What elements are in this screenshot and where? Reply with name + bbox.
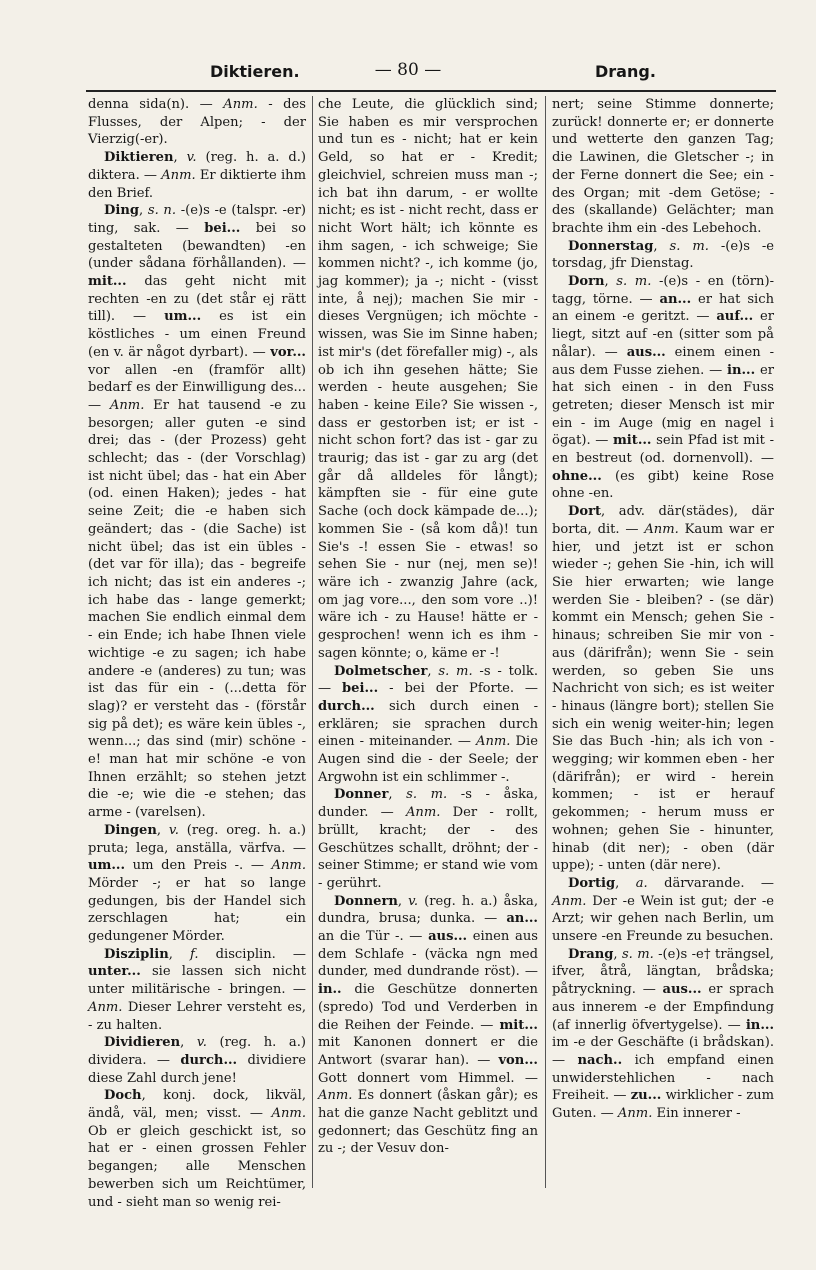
grammar-label: Anm. (617, 1106, 653, 1122)
headword: von... (498, 1052, 538, 1068)
headword: Dorn (568, 274, 605, 290)
headword: Drang (568, 946, 614, 962)
dictionary-entry (552, 875, 774, 946)
entry-text: sein Pfad ist mit -en bestreut (od. dornenvoll). — (552, 433, 774, 467)
headword: auf... (716, 309, 754, 325)
dictionary-entry (88, 202, 306, 822)
entry-text: Er diktierte ihm den Brief. (88, 167, 306, 201)
headword: aus... (662, 982, 702, 998)
entry-text: er hat sich einen - in den Fuss getreten; dieser Mensch ist mir ein - im Auge (mig en nagel i ögat). — (552, 362, 774, 449)
entry-text: , (156, 822, 169, 838)
entry-text: (es gibt) keine Rose ohne -en. (552, 468, 774, 502)
entry-text: sich durch einen - erklären; sie sprachen durch einen - miteinander. — (318, 698, 538, 750)
headword: in... (727, 362, 756, 378)
headword: Donnerstag (568, 238, 654, 254)
grammar-label: v. (168, 822, 179, 838)
entry-text: , (180, 1035, 197, 1051)
entry-text: Gott donnert vom Himmel. — (318, 1070, 538, 1086)
page-number: — 80 — (374, 60, 442, 80)
headword: zu... (630, 1088, 662, 1104)
entry-text: einen aus dem Schlafe - (väcka ngn med dunder, med dundrande röst). — (318, 929, 538, 980)
entry-text: Er hat tausend -e zu besorgen; aller guten -e sind drei; das - (der Prozess) geht schlecht; das - (der Vorschlag) ist nicht übel; das - hat ein Aber (od. einen Haken); jedes - hat seine Zeit; die -e haben sich geändert; das - (die Sache) ist nicht übel; das ist ein übles - (det var för illa); das - begreife ich nicht; das ist ein anderes -; ich habe das - lange gemerkt; machen Sie endlich einmal dem - ein Ende; ich habe Ihnen viele wichtige -e zu sagen; ich habe andere -e (anderes) zu tun; was ist das für ein - (...detta för slag)? er versteht das - (förstår sig på det); es wäre kein übles -, wenn...; das sind (mir) schöne -e! man hat mir schöne -e von Ihnen erzählt; so stehen jetzt die -e; wie die -e stehen; das arme - (varelsen). (88, 397, 306, 821)
dictionary-entry (552, 503, 774, 875)
entry-text: , (613, 946, 622, 962)
headword: Donner (334, 787, 389, 803)
entry-text: er liegt, sitzt auf -en (sitter som på nålar). — (552, 309, 775, 360)
entry-text: , (604, 274, 617, 290)
entry-text: im -e der Geschäfte (i brådskan). — (552, 1035, 774, 1068)
entry-text: , (615, 875, 636, 891)
headword: ohne... (552, 468, 602, 484)
dictionary-entry (88, 1034, 306, 1087)
entry-text: , (397, 893, 409, 909)
grammar-label: Anm. (88, 999, 123, 1015)
headword: Ding (104, 203, 140, 219)
grammar-label: v. (408, 893, 419, 909)
grammar-label: s. m. (669, 238, 709, 254)
entry-text: sie lassen sich nicht unter militärische - bringen. — (88, 964, 306, 998)
entry-text: Die Augen sind die - der Seele; der Argwohn ist ein schlimmer -. (318, 734, 538, 785)
entry-text: Ob er gleich geschickt ist, so hat er - einen grossen Fehler begangen; alle Menschen bewerben sich um Reichtümer, und - sieht man so wenig rei- (88, 1123, 306, 1210)
grammar-label: s. m. (616, 274, 652, 290)
grammar-label: Anm. (271, 1106, 306, 1122)
entry-text: , (388, 787, 407, 803)
headword: nach.. (577, 1052, 623, 1068)
headword: um... (88, 858, 126, 874)
entry-text: mit Kanonen donnert er die Antwort (svarar han). — (318, 1035, 538, 1068)
headword: bei... (204, 220, 241, 236)
entry-text: Ein innerer - (652, 1106, 741, 1122)
headword: in... (745, 1017, 774, 1033)
entry-text: , (653, 238, 670, 254)
entry-text: bei so gestalteten (bewandten) -en (under sådana förhållanden). — (88, 220, 306, 272)
headword: aus... (428, 929, 468, 945)
headword: Diktieren (104, 150, 174, 166)
headword: mit... (612, 433, 652, 449)
column-divider (312, 96, 313, 1188)
entry-text: -(e)s -e (talspr. -er) ting, sak. — (88, 203, 306, 236)
grammar-label: Anm. (405, 805, 441, 821)
dictionary-entry (88, 822, 306, 946)
entry-text: , adv. där(städes), där borta, dit. — (552, 504, 774, 537)
entry-text: dividiere diese Zahl durch jene! (88, 1052, 306, 1086)
header-rule (86, 90, 776, 92)
entry-text: Kaum war er hier, und jetzt ist er schon wieder -; gehen Sie -hin, ich will Sie hier erwarten; wie lange werden Sie - bleiben? - (se där) kommt ein Mensch; gehen Sie - hinaus; schreiben Sie mir von - aus (därifrån); wenn Sie - sein werden, so geben Sie uns Nachricht von sich; es ist weiter - hinaus (längre bort); stellen Sie sich ein wenig weiter-hin; legen Sie das Buch -hin; als ich von -wegging; wir kommen eben - her (därifrån); er wird - herein kommen; - ist er herauf gekommen; - herum muss er wohnen; gehen Sie - hinunter, hinab (dit ner); - oben (där uppe); - unten (där nere). (552, 521, 774, 874)
entry-text: er sprach aus innerem -e der Empfindung (af innerlig öfvertygelse). — (552, 982, 774, 1033)
entry-text: (reg. h. a. d.) diktera. — (88, 150, 306, 183)
headword: um... (164, 309, 202, 325)
entry-text: an die Tür -. — (318, 929, 429, 945)
entry-text: er hat sich an einem -e geritzt. — (552, 291, 774, 325)
column-middle (318, 96, 538, 1196)
headword: Dingen (104, 822, 157, 838)
headword: Doch (104, 1088, 142, 1104)
headword: Disziplin (104, 946, 169, 962)
header-left-guideword: Diktieren. (210, 62, 300, 81)
entry-text: nert; seine Stimme donnerte; zurück! donnerte er; er donnerte und wetterte den ganzen Tag; die Lawinen, die Gletscher -; in der Ferne donnert die See; ein -des Organ; mit -dem Getöse; -des (skallande) Gelächter; man brachte ihm ein -des Lebehoch. (552, 97, 774, 236)
headword: an... (506, 911, 538, 927)
entry-text: Der -e Wein ist gut; der -e Arzt; wir gehen nach Berlin, um unsere -en Freunde zu besuchen. (552, 893, 774, 945)
entry-text: denna sida(n). — (88, 97, 224, 112)
entry-text: wirklicher - zum Guten. — (552, 1088, 774, 1122)
entry-continuation (318, 96, 538, 663)
grammar-label: Anm. (476, 734, 511, 750)
entry-text: (reg. h. a.) dividera. — (88, 1035, 307, 1068)
entry-text: , (139, 203, 148, 219)
entry-text: Dieser Lehrer versteht es, - zu halten. (88, 999, 306, 1033)
entry-text: - des Flusses, der Alpen; - der Vierzig(-er). (88, 97, 306, 148)
column-left (88, 96, 307, 1210)
grammar-label: Anm. (161, 167, 196, 183)
entry-text: disciplin. — (198, 946, 306, 962)
dictionary-entry (318, 893, 538, 1159)
grammar-label: a. (635, 875, 648, 891)
dictionary-entry (318, 786, 538, 892)
header-right-guideword: Drang. (595, 62, 656, 81)
headword: Dort (568, 504, 602, 520)
column-divider (545, 96, 546, 1188)
headword: in.. (318, 982, 342, 998)
grammar-label: s. m. (438, 663, 473, 679)
entry-text: -s - åska, dunder. — (318, 787, 539, 821)
entry-text: (reg. oreg. h. a.) pruta; lega, anställa, värfva. — (88, 822, 306, 856)
dictionary-entry (552, 273, 774, 503)
page-header (0, 58, 816, 88)
headword: vor... (270, 344, 306, 360)
entry-text: -(e)s - en (törn)-tagg, törne. — (552, 274, 775, 307)
column-right (552, 96, 774, 1196)
entry-text: Mörder -; er hat so lange gedungen, bis der Handel sich zerschlagen hat; ein gedungener Mörder. (88, 875, 306, 945)
headword: durch... (318, 698, 375, 714)
grammar-label: Anm. (271, 858, 306, 874)
dictionary-entry (88, 1087, 306, 1211)
entry-text: Es donnert (åskan går); es hat die ganze Nacht geblitzt und gedonnert; das Geschütz fing an zu -; der Vesuv don- (318, 1088, 538, 1157)
entry-text: Der - rollt, brüllt, kracht; der - des Geschützes schallt, dröhnt; der - seiner Stimme; er stand wie vom - gerührt. (318, 805, 538, 891)
entry-continuation (88, 96, 306, 149)
headword: Dolmetscher (334, 663, 428, 679)
entry-text: , (168, 946, 190, 962)
dictionary-entry (88, 149, 306, 202)
entry-text: es ist ein köstliches - um einen Freund (en v. är något dyrbart). — (88, 309, 307, 360)
grammar-label: Anm. (109, 397, 145, 413)
entry-text: ich empfand einen unwiderstehlichen - nach Freiheit. — (552, 1052, 774, 1104)
entry-text: , konj. dock, likväl, ändå, väl, men; visst. — (88, 1088, 306, 1122)
entry-text: därvarande. — (647, 875, 774, 891)
entry-text: das geht nicht mit rechten -en zu (det står ej rätt till). — (88, 274, 306, 325)
dictionary-entry (318, 663, 538, 787)
dictionary-entry (552, 946, 774, 1123)
headword: Dividieren (104, 1035, 181, 1051)
entry-text: die Geschütze donnerten (spredo) Tod und Verderben in die Reihen der Feinde. — (318, 982, 538, 1033)
headword: Dortig (568, 875, 616, 891)
entry-text: che Leute, die glücklich sind; Sie haben es mir versprochen und tun es - nicht; hat er kein Geld, so hat er - Kredit; gleichviel, schreien muss man -; ich bat ihn darum, - er wollte nicht; es ist - nicht recht, dass er nicht Wort hält; ich könnte es ihm sagen, - ich schweige; Sie kommen nicht? -, ich komme (jo, jag kommer); ja -; nicht - (visst inte, å nej); machen Sie mir - dieses Vergnügen; ich möchte - wissen, was Sie im Sinne haben; ist mir's (det förefaller mig) -, als ob ich ihn gesehen hätte; Sie werden - heute ausgehen; Sie haben - keine Eile? Sie wissen -, dass er gestorben ist; er ist - nicht schon fort? das ist - gar zu traurig; das ist - gar zu arg (det går då alldeles för långt); kämpften sie - für eine gute Sache (och dock kämpade de...); kommen Sie - (så kom då)! tun Sie's -! essen Sie - etwas! so sehen Sie - nur (nej, men se)! wäre ich - zwanzig Jahre (ack, om jag vore..., den som vore ..)! wäre ich - zu Hause! hätte er - gesprochen! wenn ich es ihm - sagen könnte; o, käme er -! (318, 97, 538, 661)
grammar-label: Anm. (223, 97, 258, 112)
entry-text: vor allen -en (framför allt) bedarf es der Einwilligung des... — (88, 362, 306, 413)
headword: unter... (88, 964, 141, 980)
entry-text: -(e)s -e torsdag, jfr Dienstag. (552, 238, 775, 272)
dictionary-entry (88, 946, 306, 1035)
entry-text: -s - tolk. — (318, 663, 539, 697)
grammar-label: s. m. (406, 787, 448, 803)
headword: an... (659, 291, 692, 307)
entry-continuation (552, 96, 774, 238)
headword: mit... (88, 274, 127, 290)
entry-text: um den Preis -. — (125, 858, 272, 874)
grammar-label: Anm. (644, 521, 679, 537)
entry-text: (reg. h. a.) åska, dundra, brusa; dunka. — (318, 893, 538, 927)
grammar-label: v. (186, 150, 197, 166)
headword: Donnern (334, 893, 398, 909)
entry-text: - bei der Pforte. — (378, 681, 538, 697)
headword: mit... (499, 1017, 538, 1033)
grammar-label: f. (190, 946, 199, 962)
entry-text: , (427, 663, 439, 679)
entry-text: -(e)s -e† trängsel, ifver, åtrå, längtan, brådska; påtryckning. — (552, 946, 775, 998)
grammar-label: Anm. (318, 1088, 353, 1104)
entry-text: einem einen - aus dem Fusse ziehen. — (552, 344, 774, 378)
headword: bei... (342, 681, 379, 697)
grammar-label: s. m. (621, 946, 654, 962)
dictionary-entry (552, 238, 774, 273)
headword: durch... (180, 1052, 238, 1068)
grammar-label: Anm. (552, 893, 587, 909)
entry-text: , (173, 150, 187, 166)
grammar-label: v. (196, 1035, 207, 1051)
grammar-label: s. n. (147, 203, 177, 219)
headword: aus... (626, 344, 666, 360)
